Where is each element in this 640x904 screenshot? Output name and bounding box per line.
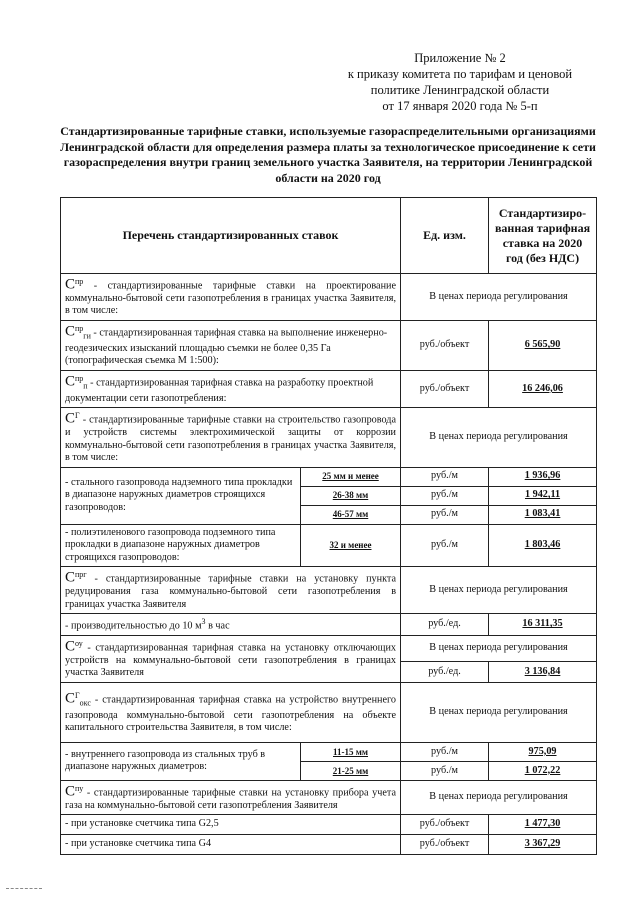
row-c-g-oks: $С^Г_{окс}$ - стандартизированная тарифная ставка на устройство внутреннего газопровода коммунально-бытовой сети газопотребления на объекте капитального строительства Заявителя, в том числе: В ценах периода регулирования [61,682,597,742]
row-internal-1: - внутреннего газопровода из стальных труб в диапазоне наружных диаметров: 11-15 мм руб./м 975,09 [61,742,597,761]
header-list: Перечень стандартизированных ставок [61,198,401,274]
row-steel-2: 26-38 мм руб./м 1 942,11 [61,486,597,505]
appendix-line-4: от 17 января 2020 года № 5-п [382,99,538,113]
row-c-pr: $С^{пр}$ - стандартизированные тарифные ставки на проектирование коммунально-бытовой сети газопотребления в границах участка Заявителя, в том числе: В ценах периода регулирования [61,274,597,321]
row-g25: - при установке счетчика типа G2,5 руб./объект 1 477,30 [61,815,597,835]
row-prod: - производительностью до 10 $м^3$ в час руб./ед. 16 311,35 [61,614,597,636]
row-c-pr-gi: $С^{пр}_{ги}$ - стандартизированная тарифная ставка на выполнение инженерно-геодезических изысканий площадью съемки не более 0,35 Га (топографическая съемка М 1:500): руб./объект 6 565,90 [61,320,597,370]
unit-cell: руб./объект [401,320,489,370]
row-c-pr-p: $С^{пр}_п$ - стандартизированная тарифная ставка на разработку проектной документации сети газопотребления: руб./объект 16 246,06 [61,370,597,407]
footer-divider [6,888,42,889]
poly-label: - полиэтиленового газопровода подземного типа прокладки в диапазоне наружных диаметров строящихся газопроводов: [61,524,301,567]
steel-label: - стального газопровода надземного типа прокладки в диапазоне наружных диаметров строящихся газопроводов: [61,467,301,524]
note-cell: В ценах периода регулирования [401,780,597,814]
header-unit: Ед. изм. [401,198,489,274]
value-cell: 6 565,90 [489,320,597,370]
row-c-ou-value: руб./ед. 3 136,84 [61,662,597,682]
note-cell: В ценах периода регулирования [401,567,597,614]
row-poly: - полиэтиленового газопровода подземного типа прокладки в диапазоне наружных диаметров строящихся газопроводов: 32 и менее руб./м 1 803,46 [61,524,597,567]
row-c-g: $С^Г$ - стандартизированные тарифные ставки на строительство газопровода и устройств системы электрохимической защиты от коррозии коммунально-бытовой сети газопотребления в границах участка Заявителя, в том числе: В ценах периода регулирования [61,408,597,467]
table-header-row [61,198,597,274]
row-c-pu: $С^{пу}$ - стандартизированные тарифные ставки на установку прибора учета газа на коммунально-бытовой сети газопотребления Заявителя В ценах периода регулирования [61,780,597,814]
appendix-line-2: к приказу комитета по тарифам и ценовой [347,67,573,81]
note-cell: В ценах периода регулирования [401,635,597,662]
row-c-ou: $С^{оу}$ - стандартизированная тарифная ставка на установку отключающих устройств на коммунально-бытовой сети газопотребления в границах участка Заявителя В ценах периода регулирования [61,635,597,662]
row-g4: - при установке счетчика типа G4 руб./объект 3 367,29 [61,835,597,855]
row-steel-3: 46-57 мм руб./м 1 083,41 [61,505,597,524]
appendix-header [330,50,590,114]
note-cell: В ценах периода регулирования [401,408,597,467]
note-cell: В ценах периода регулирования [401,682,597,742]
rates-table [60,197,597,855]
internal-label: - внутреннего газопровода из стальных труб в диапазоне наружных диаметров: [61,742,301,780]
row-internal-2: 21-25 мм руб./м 1 072,22 [61,761,597,780]
appendix-line-3: политике Ленинградской области [370,83,550,97]
row-steel-1: - стального газопровода надземного типа прокладки в диапазоне наружных диаметров строящихся газопроводов: 25 мм и менее руб./м 1 936,96 [61,467,597,486]
unit-cell: руб./объект [401,370,489,407]
appendix-line-1: Приложение № 2 [414,51,506,65]
document-title: Стандартизированные тарифные ставки, используемые газораспределительными организациями Ленинградской области для определения размера платы за технологическое присоединение к сети газораспределения внутри границ земельного участка Заявителя, на территории Ленинградской области на 2020 год [60,124,596,185]
header-rate: Стандартизиро-ванная тарифная ставка на 2020 год (без НДС) [489,198,597,274]
row-c-prg: $С^{прг}$ - стандартизированные тарифные ставки на установку пункта редуцирования газа коммунально-бытовой сети газопотребления в границах участка Заявителя В ценах периода регулирования [61,567,597,614]
value-cell: 16 246,06 [489,370,597,407]
note-cell: В ценах периода регулирования [401,274,597,321]
